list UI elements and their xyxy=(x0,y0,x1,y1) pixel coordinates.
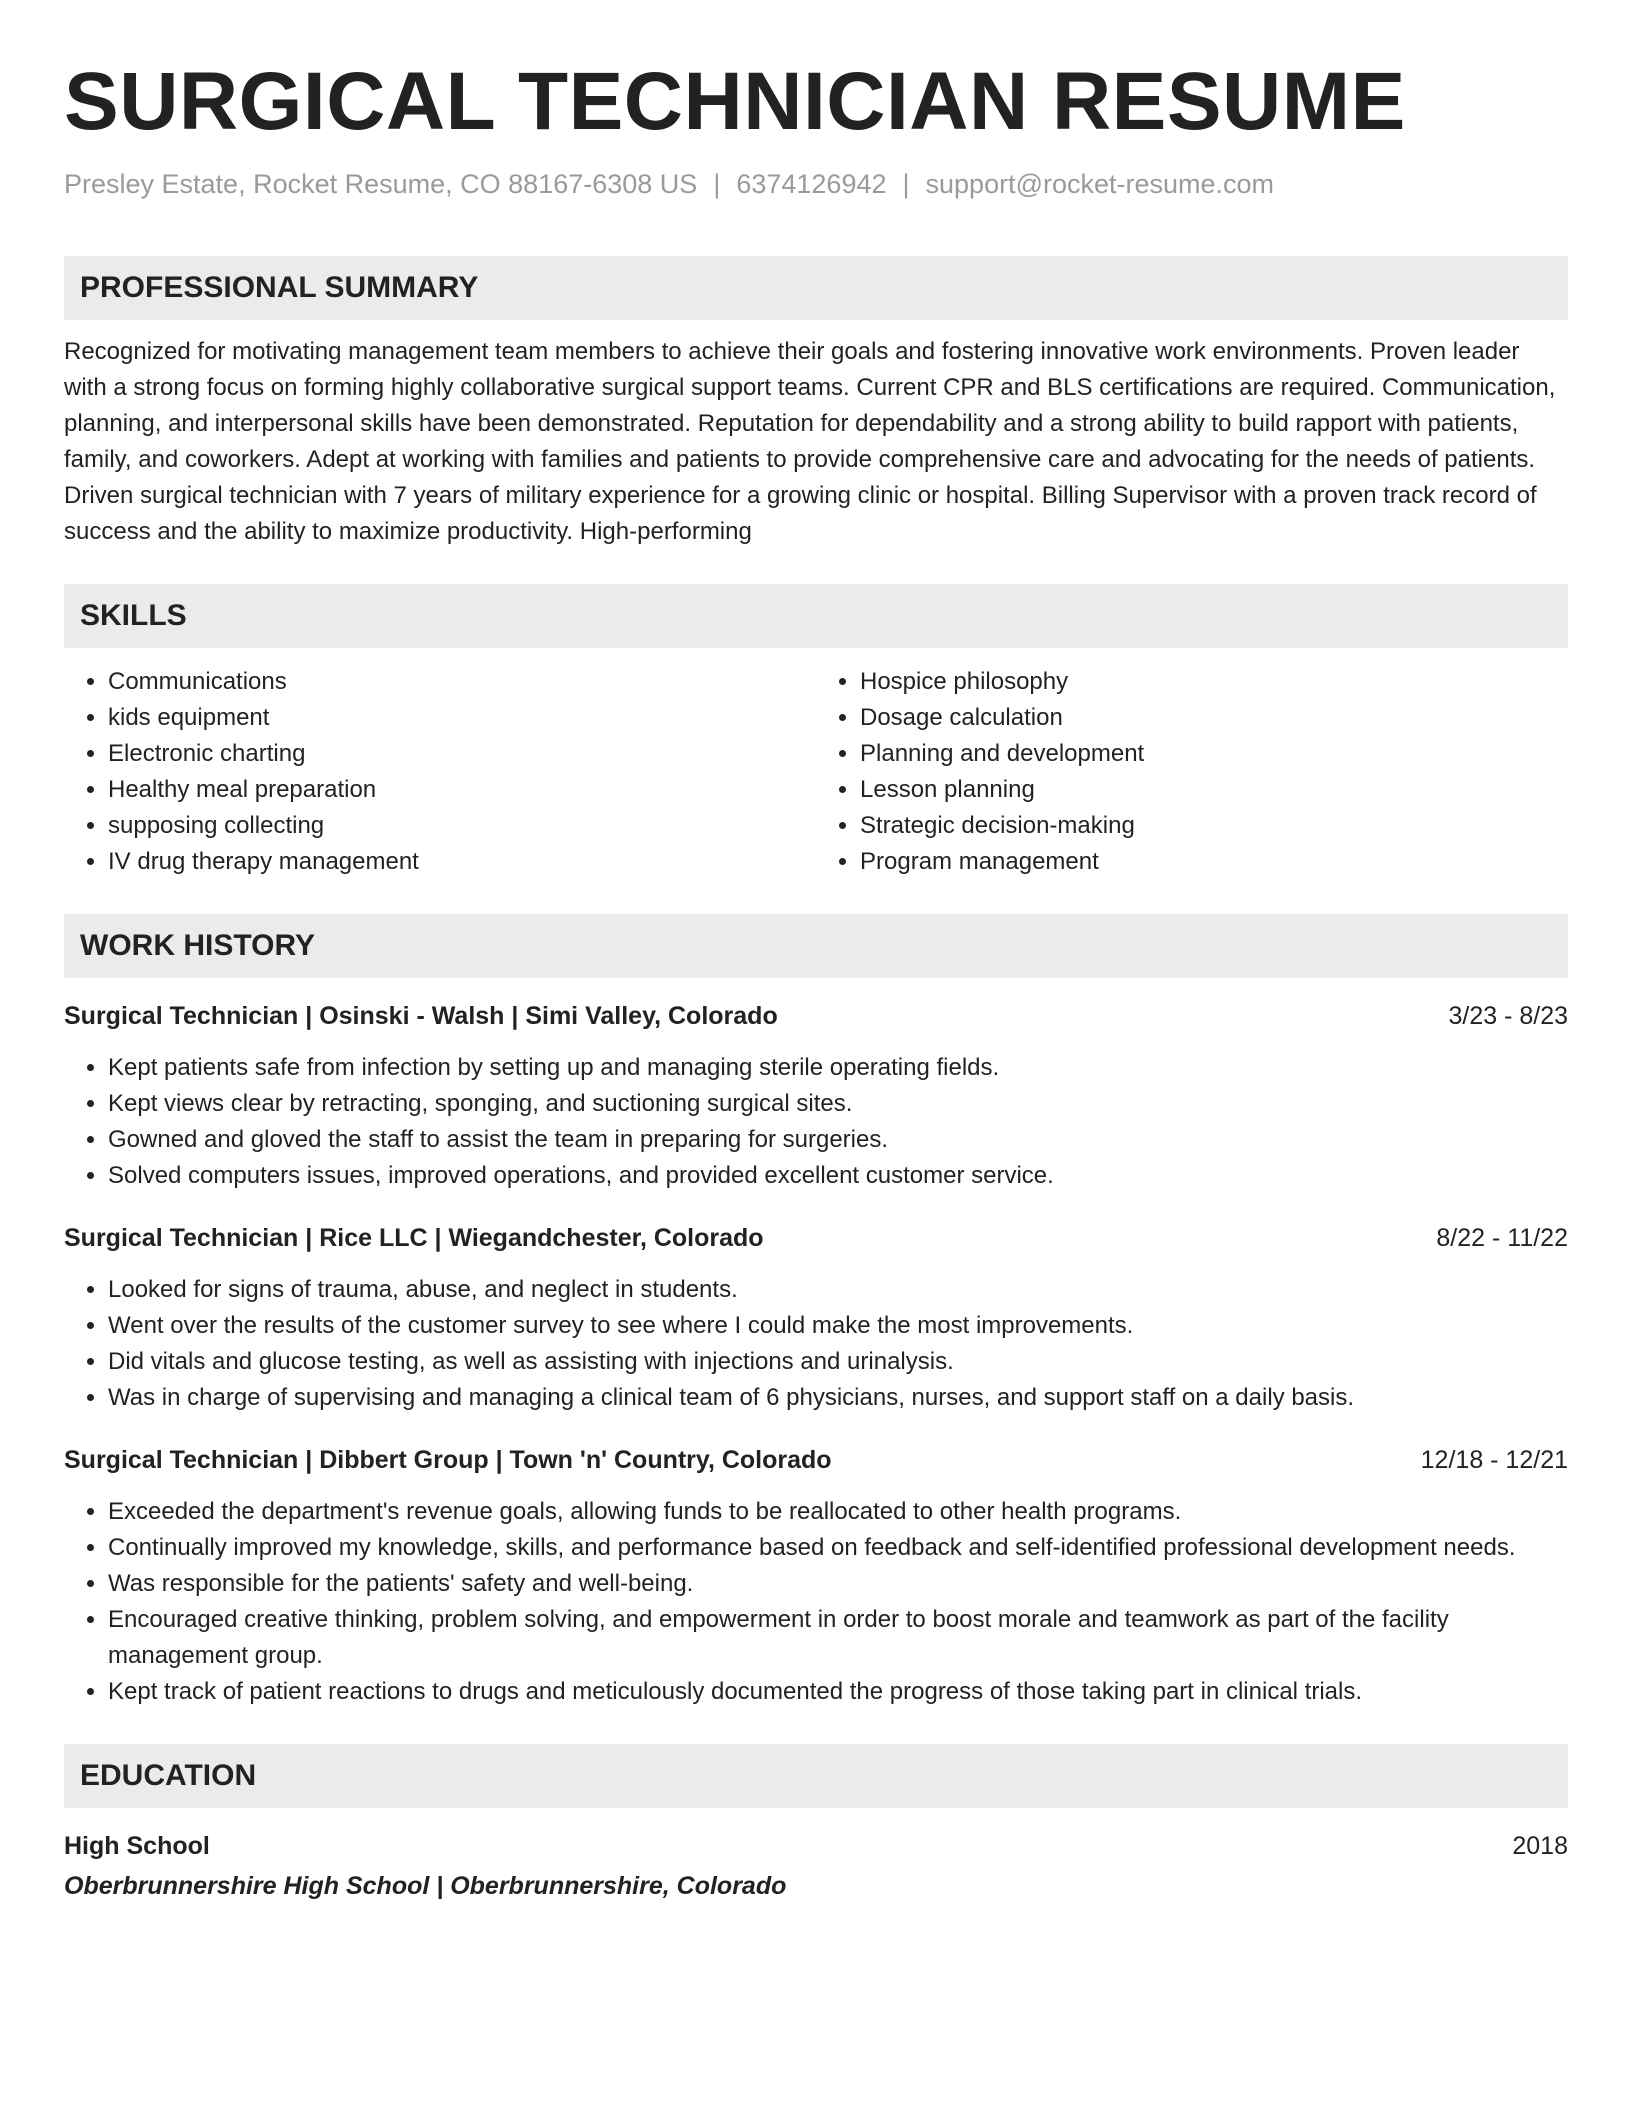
skill-item: • Planning and development xyxy=(860,736,1568,772)
job-bullet: • Exceeded the department's revenue goals, allowing funds to be reallocated to other health programs. xyxy=(108,1494,1568,1530)
skills-list xyxy=(64,664,1568,880)
job-bullet: • Continually improved my knowledge, skills, and performance based on feedback and self-identified professional development needs. xyxy=(108,1530,1568,1566)
skill-item: • Program management xyxy=(860,844,1568,880)
skill-item: • Dosage calculation xyxy=(860,700,1568,736)
contact-separator: | xyxy=(902,169,910,199)
contact-email: support@rocket-resume.com xyxy=(925,169,1275,199)
skill-item: • Communications xyxy=(108,664,816,700)
job-entry xyxy=(64,1220,1568,1416)
summary-text: Recognized for motivating management team members to achieve their goals and fostering innovative work environments. Proven leader with a strong focus on forming highly collaborative surgical support teams. Current CPR and BLS certifications are required. Communication, planning, and interpersonal skills have been demonstrated. Reputation for dependability and a strong ability to build rapport with patients, family, and coworkers. Adept at working with families and patients to provide comprehensive care and advocating for the needs of patients. Driven surgical technician with 7 years of military experience for a growing clinic or hospital. Billing Supervisor with a proven track record of success and the ability to maximize productivity. High-performing xyxy=(64,338,1556,545)
job-bullet: • Kept track of patient reactions to drugs and meticulously documented the progress of those taking part in clinical trials. xyxy=(108,1674,1568,1710)
job-bullet: • Solved computers issues, improved operations, and provided excellent customer service. xyxy=(108,1158,1568,1194)
job-header xyxy=(64,1220,1568,1256)
skill-item: • Strategic decision-making xyxy=(860,808,1568,844)
job-title: Surgical Technician | Rice LLC | Wiegandchester, Colorado xyxy=(64,1224,764,1252)
skill-item: • IV drug therapy management xyxy=(108,844,816,880)
job-title: Surgical Technician | Osinski - Walsh | Simi Valley, Colorado xyxy=(64,1002,778,1030)
job-header xyxy=(64,1442,1568,1478)
job-bullet: • Was in charge of supervising and managing a clinical team of 6 physicians, nurses, and support staff on a daily basis. xyxy=(108,1380,1568,1416)
skill-item: • kids equipment xyxy=(108,700,816,736)
skill-item: • Lesson planning xyxy=(860,772,1568,808)
job-bullet: • Kept views clear by retracting, sponging, and suctioning surgical sites. xyxy=(108,1086,1568,1122)
job-bullet: • Was responsible for the patients' safety and well-being. xyxy=(108,1566,1568,1602)
skills-column-right xyxy=(816,664,1568,880)
job-header xyxy=(64,998,1568,1034)
skill-item: • supposing collecting xyxy=(108,808,816,844)
section-header-work-history: WORK HISTORY xyxy=(64,914,1568,978)
job-bullet: • Encouraged creative thinking, problem solving, and empowerment in order to boost morale and teamwork as part of the facility management group. xyxy=(108,1602,1568,1674)
job-bullet: • Did vitals and glucose testing, as well as assisting with injections and urinalysis. xyxy=(108,1344,1568,1380)
job-entry xyxy=(64,1442,1568,1710)
job-dates: 3/23 - 8/23 xyxy=(1448,1002,1568,1030)
skill-item: • Electronic charting xyxy=(108,736,816,772)
skill-item: • Hospice philosophy xyxy=(860,664,1568,700)
skills-column-left xyxy=(64,664,816,880)
education-degree: High School xyxy=(64,1832,210,1860)
job-entry xyxy=(64,998,1568,1194)
job-bullet: • Went over the results of the customer survey to see where I could make the most improvements. xyxy=(108,1308,1568,1344)
contact-separator: | xyxy=(713,169,721,199)
job-dates: 8/22 - 11/22 xyxy=(1436,1224,1568,1252)
contact-line xyxy=(64,166,1568,202)
job-bullets xyxy=(64,1494,1568,1710)
skill-item: • Healthy meal preparation xyxy=(108,772,816,808)
job-bullet: • Kept patients safe from infection by setting up and managing sterile operating fields. xyxy=(108,1050,1568,1086)
job-bullets xyxy=(64,1050,1568,1194)
job-bullets xyxy=(64,1272,1568,1416)
job-title: Surgical Technician | Dibbert Group | Town 'n' Country, Colorado xyxy=(64,1446,832,1474)
education-header xyxy=(64,1828,1568,1864)
contact-address: Presley Estate, Rocket Resume, CO 88167-6308 US xyxy=(64,169,698,199)
section-header-skills: SKILLS xyxy=(64,584,1568,648)
section-header-summary: PROFESSIONAL SUMMARY xyxy=(64,256,1568,320)
resume-title: SURGICAL TECHNICIAN RESUME xyxy=(64,56,1406,147)
job-bullet: • Gowned and gloved the staff to assist the team in preparing for surgeries. xyxy=(108,1122,1568,1158)
job-bullet: • Looked for signs of trauma, abuse, and neglect in students. xyxy=(108,1272,1568,1308)
education-year: 2018 xyxy=(1512,1832,1568,1860)
job-dates: 12/18 - 12/21 xyxy=(1420,1446,1568,1474)
contact-phone: 6374126942 xyxy=(736,169,887,199)
education-school: Oberbrunnershire High School | Oberbrunnershire, Colorado xyxy=(64,1872,787,1900)
section-header-education: EDUCATION xyxy=(64,1744,1568,1808)
